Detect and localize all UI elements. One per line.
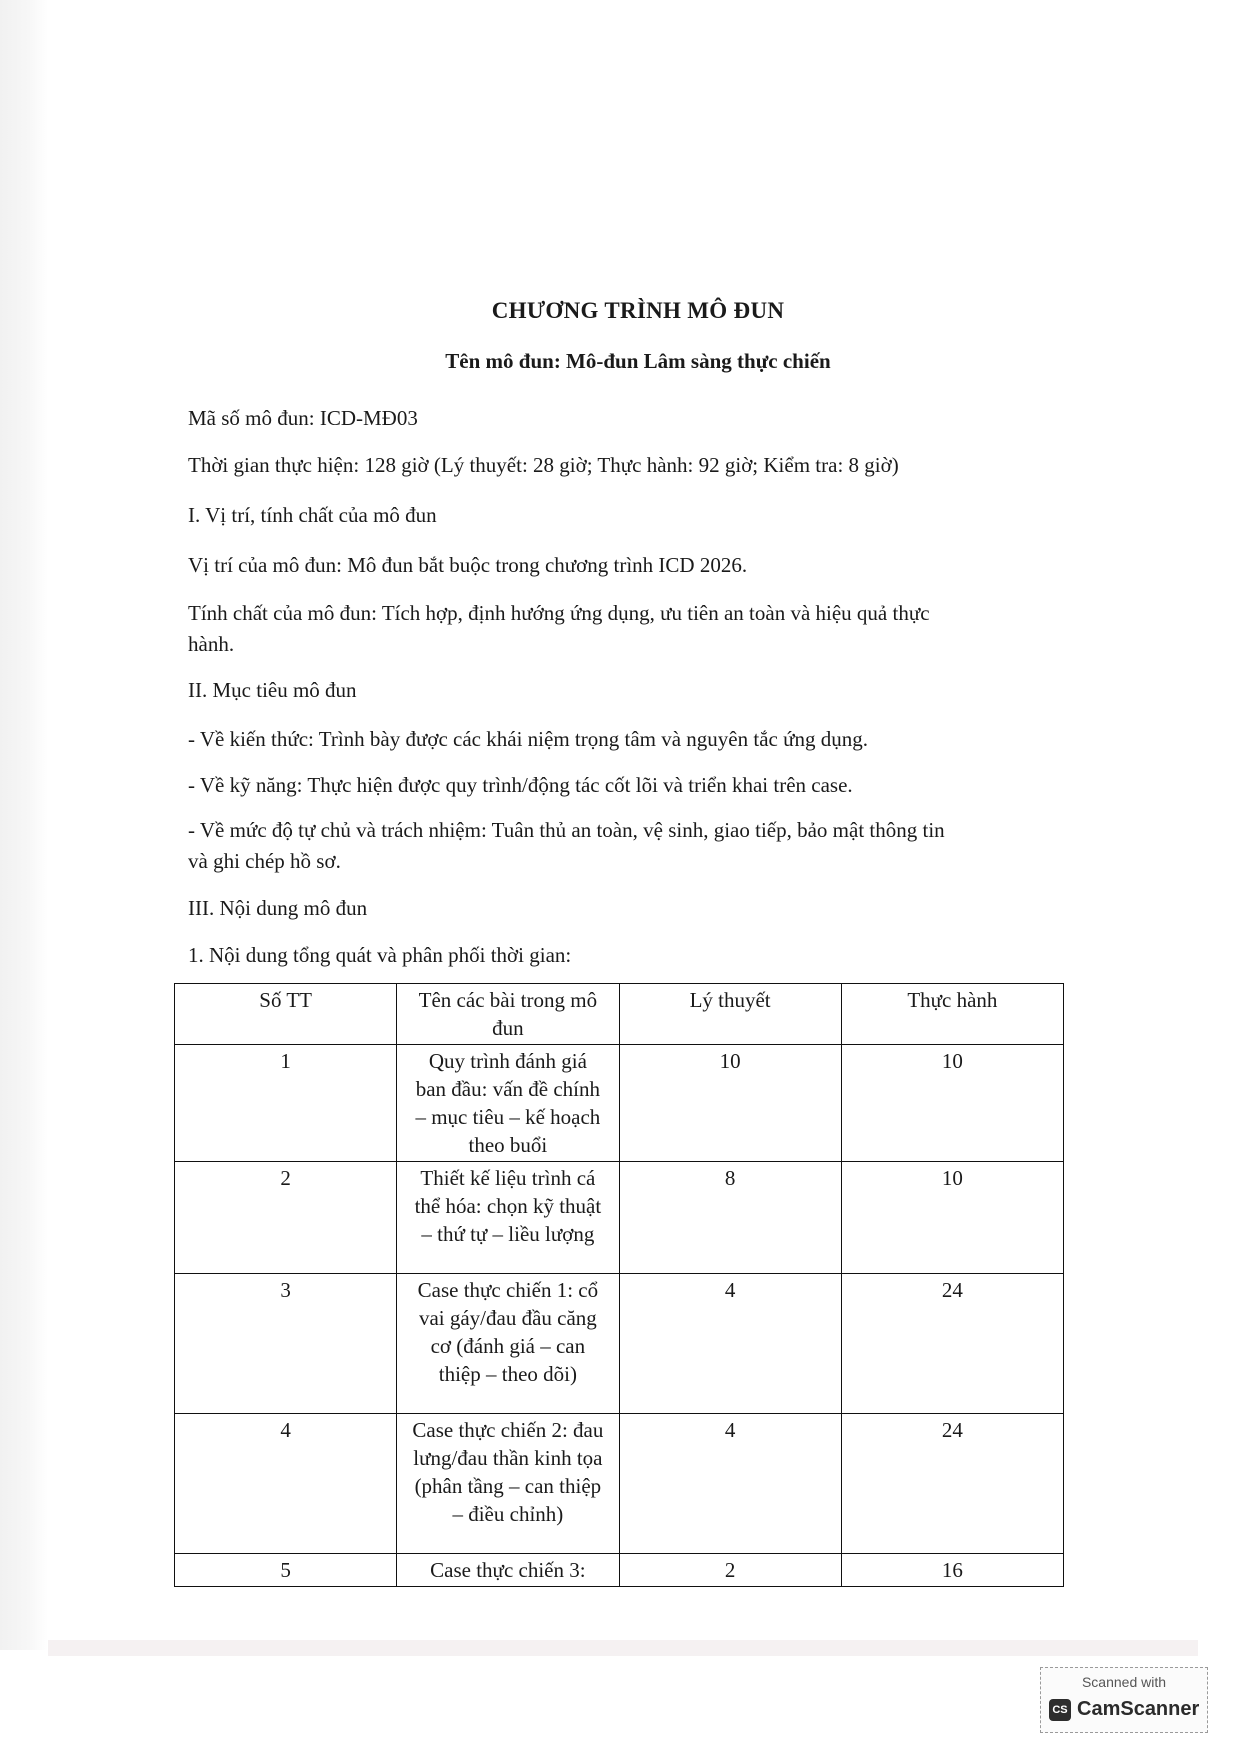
section-2-heading: II. Mục tiêu mô đun (188, 678, 357, 702)
camscanner-watermark (1040, 1667, 1208, 1733)
module-code: Mã số mô đun: ICD-MĐ03 (188, 406, 418, 430)
row-practice-hours: 10 (841, 1045, 1063, 1162)
table-row (175, 1414, 1064, 1554)
time-allocation-table (174, 983, 1064, 1587)
section-1-heading: I. Vị trí, tính chất của mô đun (188, 503, 437, 527)
row-theory-hours: 8 (619, 1162, 841, 1274)
row-theory-hours: 4 (619, 1274, 841, 1414)
watermark-caption: Scanned with (1081, 1674, 1167, 1690)
objective-knowledge: - Về kiến thức: Trình bày được các khái niệm trọng tâm và nguyên tắc ứng dụng. (188, 727, 868, 751)
scan-edge-shadow (0, 0, 48, 1650)
row-lesson-name: Case thực chiến 3: (397, 1554, 619, 1587)
header-practice: Thực hành (841, 984, 1063, 1045)
table-header-row (175, 984, 1064, 1045)
row-practice-hours: 10 (841, 1162, 1063, 1274)
row-lesson-name: Thiết kế liệu trình cá thể hóa: chọn kỹ thuật – thứ tự – liều lượng (397, 1162, 619, 1274)
table-row (175, 1045, 1064, 1162)
module-nature-line-1: Tính chất của mô đun: Tích hợp, định hướng ứng dụng, ưu tiên an toàn và hiệu quả thực (188, 601, 930, 625)
row-lesson-name: Case thực chiến 1: cổ vai gáy/đau đầu căng cơ (đánh giá – can thiệp – theo dõi) (397, 1274, 619, 1414)
module-name: Tên mô đun: Mô-đun Lâm sàng thực chiến (445, 349, 831, 373)
header-lesson-name: Tên các bài trong mô đun (397, 984, 619, 1045)
objective-autonomy-line-2: và ghi chép hồ sơ. (188, 849, 341, 873)
table-row (175, 1162, 1064, 1274)
row-practice-hours: 24 (841, 1414, 1063, 1554)
document-title: CHƯƠNG TRÌNH MÔ ĐUN (491, 298, 785, 323)
row-number: 5 (175, 1554, 397, 1587)
duration: Thời gian thực hiện: 128 giờ (Lý thuyết: 28 giờ; Thực hành: 92 giờ; Kiểm tra: 8 giờ) (188, 453, 899, 477)
header-number: Số TT (175, 984, 397, 1045)
header-theory: Lý thuyết (619, 984, 841, 1045)
row-number: 1 (175, 1045, 397, 1162)
objective-skills: - Về kỹ năng: Thực hiện được quy trình/động tác cốt lõi và triển khai trên case. (188, 773, 853, 797)
subsection-1-heading: 1. Nội dung tổng quát và phân phối thời gian: (188, 943, 572, 967)
row-theory-hours: 4 (619, 1414, 841, 1554)
camscanner-logo-icon: CS (1049, 1699, 1071, 1721)
row-lesson-name: Quy trình đánh giá ban đầu: vấn đề chính – mục tiêu – kế hoạch theo buổi (397, 1045, 619, 1162)
module-nature-line-2: hành. (188, 632, 235, 656)
row-practice-hours: 16 (841, 1554, 1063, 1587)
row-theory-hours: 2 (619, 1554, 841, 1587)
watermark-brand: CamScanner (1077, 1698, 1200, 1720)
row-number: 2 (175, 1162, 397, 1274)
section-3-heading: III. Nội dung mô đun (188, 896, 368, 920)
scan-bottom-edge (48, 1640, 1198, 1656)
row-number: 4 (175, 1414, 397, 1554)
row-theory-hours: 10 (619, 1045, 841, 1162)
row-lesson-name: Case thực chiến 2: đau lưng/đau thần kinh tọa (phân tầng – can thiệp – điều chỉnh) (397, 1414, 619, 1554)
table-row (175, 1554, 1064, 1587)
table-row (175, 1274, 1064, 1414)
module-position: Vị trí của mô đun: Mô đun bắt buộc trong chương trình ICD 2026. (188, 553, 748, 577)
row-practice-hours: 24 (841, 1274, 1063, 1414)
objective-autonomy-line-1: - Về mức độ tự chủ và trách nhiệm: Tuân thủ an toàn, vệ sinh, giao tiếp, bảo mật thông tin (188, 818, 945, 842)
row-number: 3 (175, 1274, 397, 1414)
